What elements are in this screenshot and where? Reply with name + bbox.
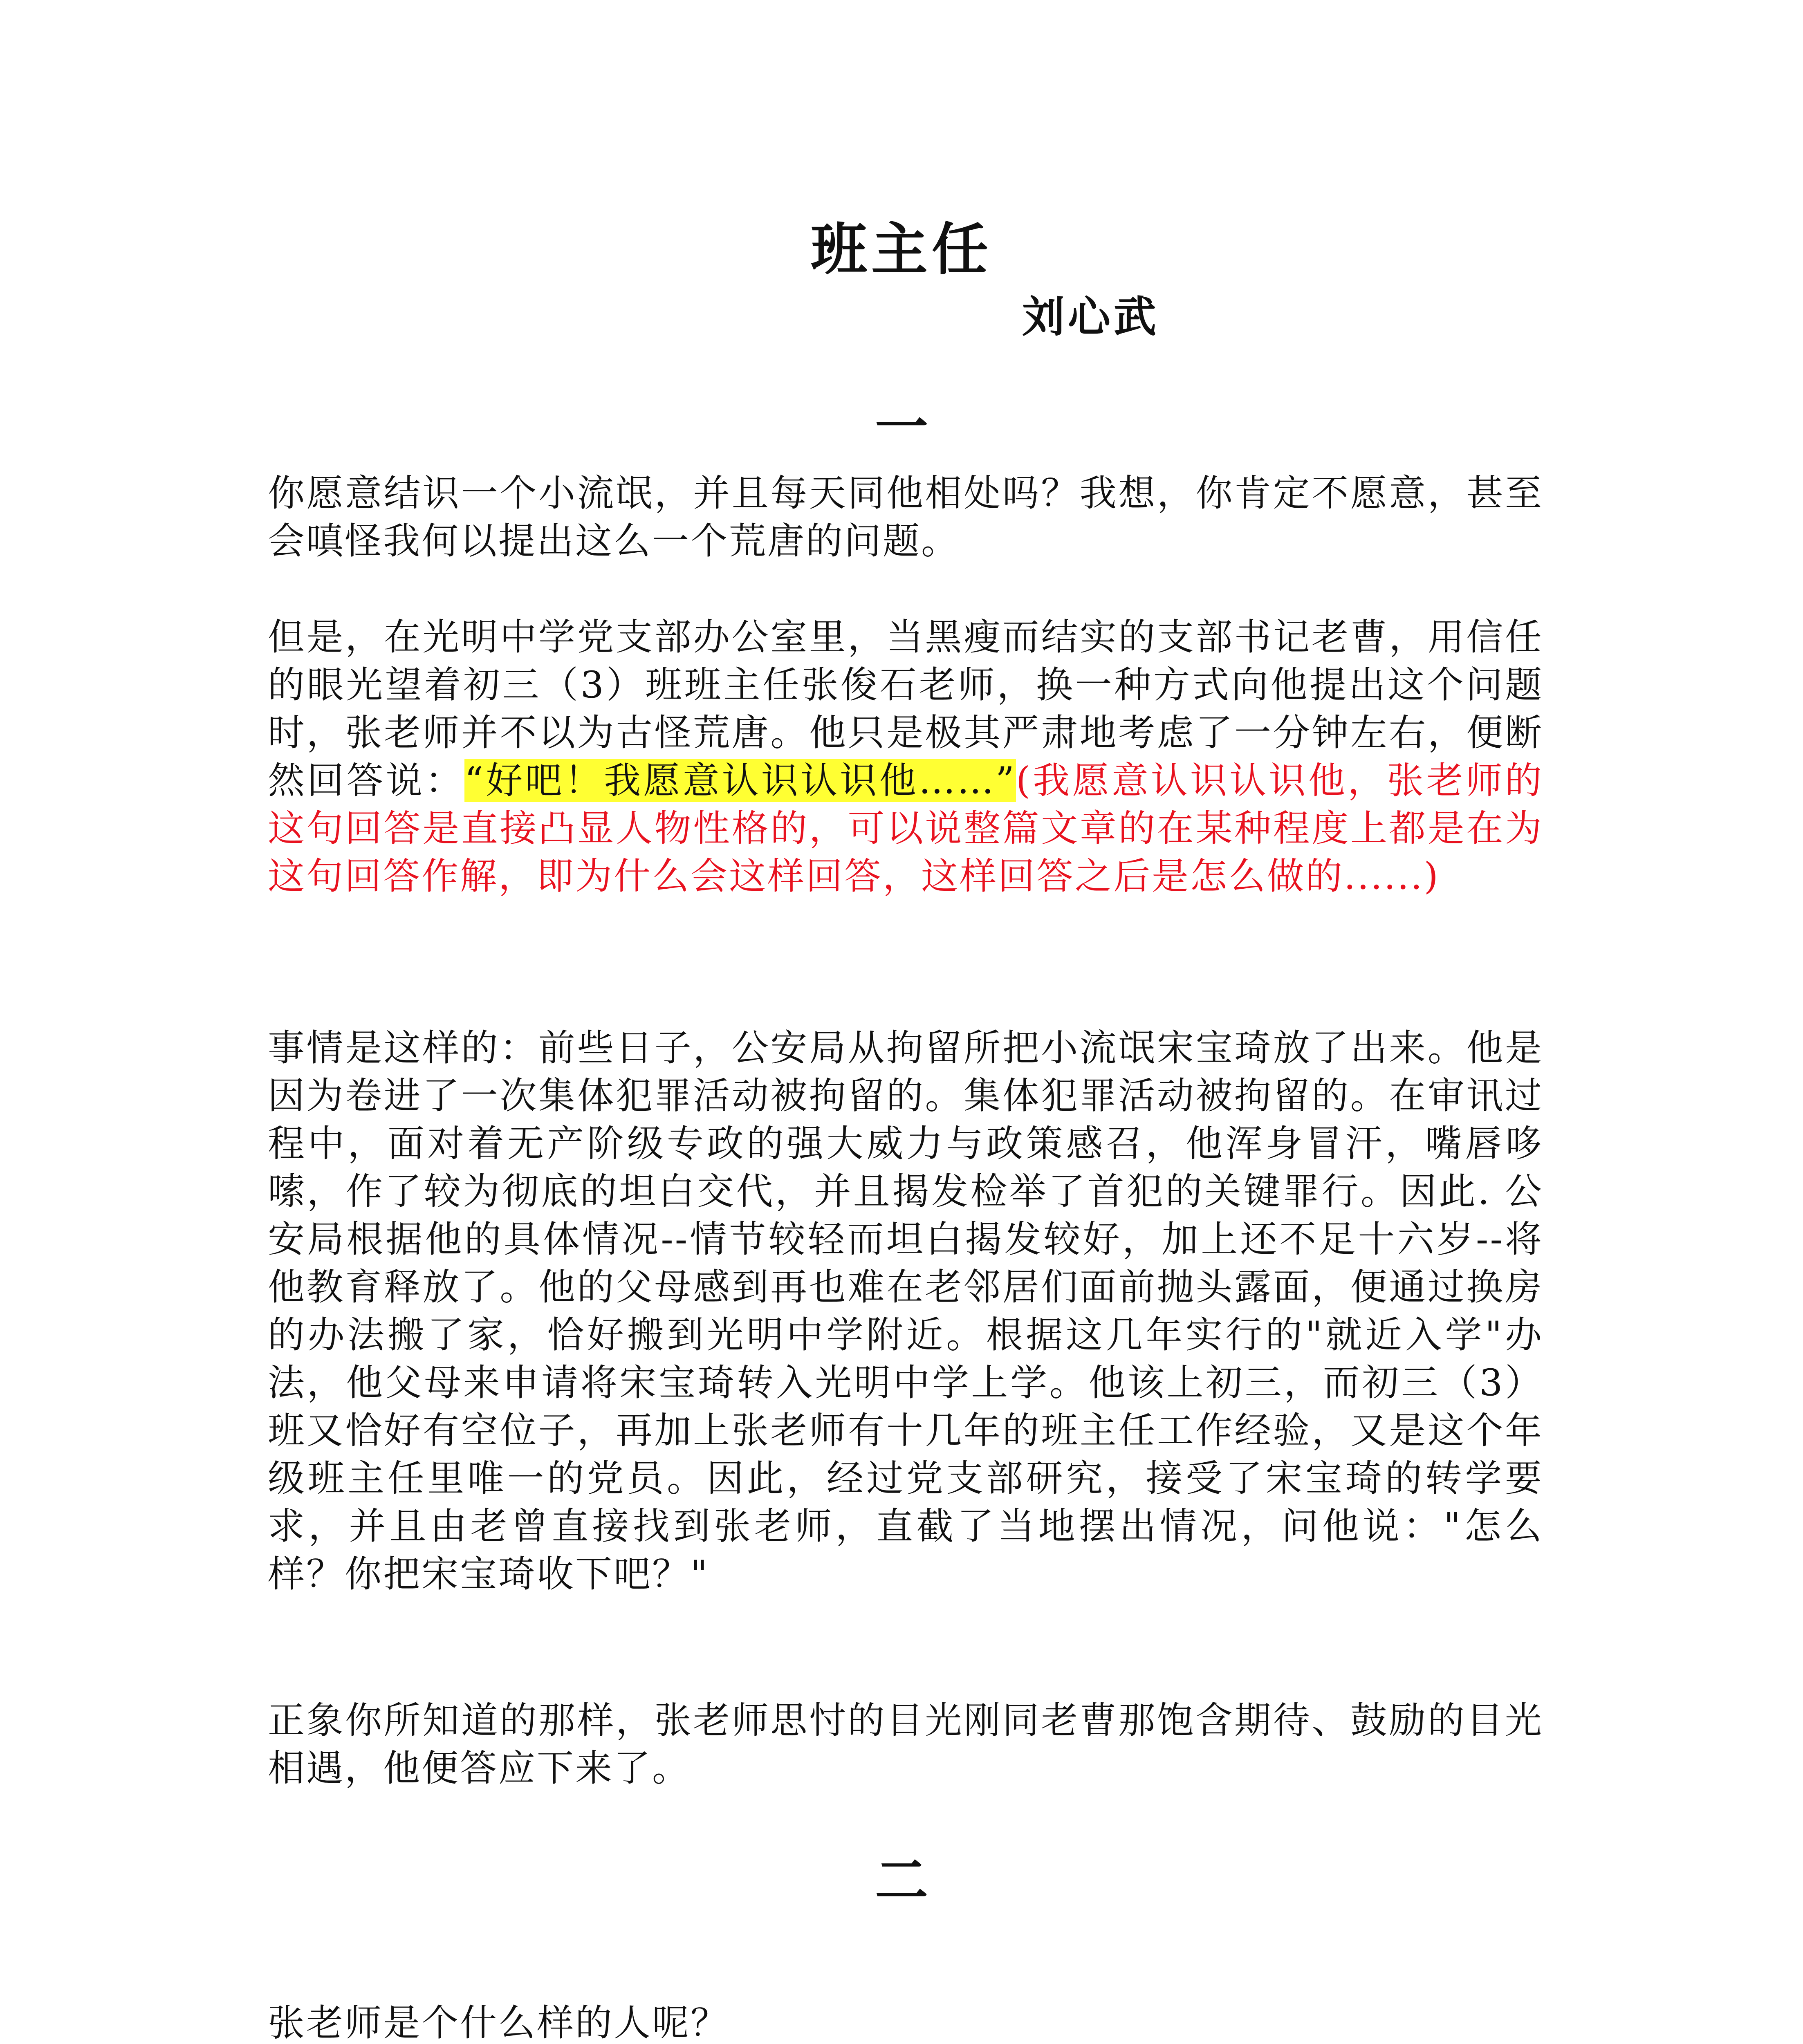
document-title: 班主任 [810,216,992,282]
highlighted-quote: “好吧！我愿意认识认识他……” [464,759,1016,802]
paragraph-2 [268,613,1543,900]
paragraph-1: 你愿意结识一个小流氓，并且每天同他相处吗？我想，你肯定不愿意，甚至会嗔怪我何以提出这么一个荒唐的问题。 [268,472,1543,563]
red-annotation: (我愿意认识认识他，张老师的这句回答是直接凸显人物性格的，可以说整篇文章的在某种程度上都是在为这句回答作解，即为什么会这样回答，这样回答之后是怎么做的......) [268,759,1543,898]
paragraph-3: 事情是这样的：前些日子，公安局从拘留所把小流氓宋宝琦放了出来。他是因为卷进了一次集体犯罪活动被拘留的。集体犯罪活动被拘留的。在审讯过程中，面对着无产阶级专政的强大威力与政策感召，他浑身冒汗，嘴唇哆嗦，作了较为彻底的坦白交代，并且揭发检举了首犯的关键罪行。因此. 公安局根据他的具体情况--情节较轻而坦白揭发较好，加上还不足十六岁--将他教育释放了。他的父母感到再也难在老邻居们面前抛头露面，便通过换房的办法搬了家，恰好搬到光明中学附近。根据这几年实行的"就近入学"办法，他父母来申请将宋宝琦转入光明中学上学。他该上初三，而初三（3）班又恰好有空位子，再加上张老师有十几年的班主任工作经验，又是这个年级班主任里唯一的党员。因此，经过党支部研究，接受了宋宝琦的转学要求，并且由老曾直接找到张老师，直截了当地摆出情况，问他说："怎么样？你把宋宝琦收下吧？" [268,1026,1543,1596]
paragraph-2-text: 但是，在光明中学党支部办公室里，当黑瘦而结实的支部书记老曹，用信任的眼光望着初三（3）班班主任张俊石老师，换一种方式向他提出这个问题时，张老师并不以为古怪荒唐。他只是极其严肃地考虑了一分钟左右，便断然回答说： [268,616,1543,802]
paragraph-5: 张老师是个什么样的人呢？ [268,2001,729,2044]
paragraph-4: 正象你所知道的那样，张老师思忖的目光刚同老曹那饱含期待、鼓励的目光相遇，他便答应下来了。 [268,1699,1543,1790]
section-two-heading: 二 [875,1849,928,1912]
section-one-heading: 一 [875,396,928,458]
author-name: 刘心武 [1022,291,1160,342]
